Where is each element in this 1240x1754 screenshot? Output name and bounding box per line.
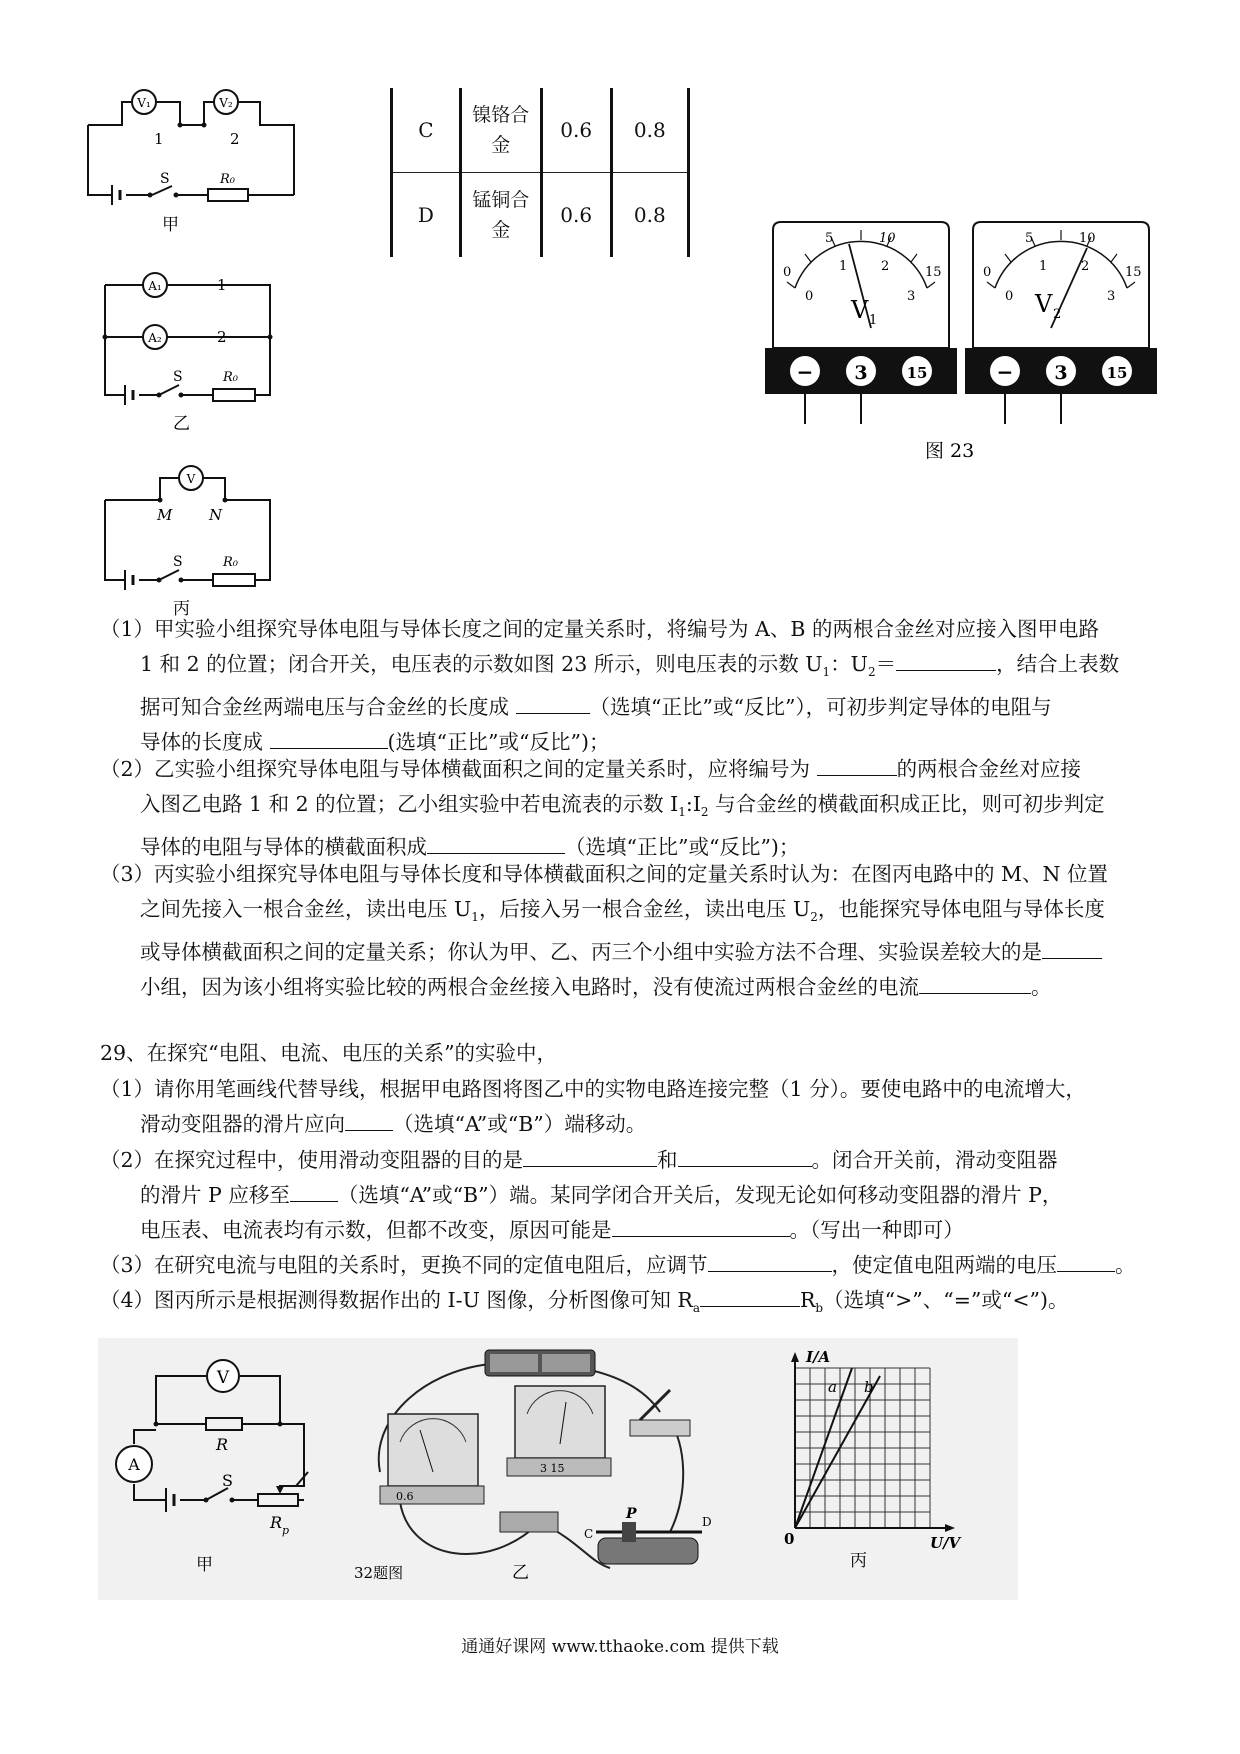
q29-p2-text: 。闭合开关前，滑动变阻器 [811,1148,1058,1172]
answer-blank[interactable] [523,1144,657,1167]
q29-p2-text: （选填“A”或“B”）端。某同学闭合开关后，发现无论如何移动变阻器的滑片 P， [337,1183,1063,1207]
table-row [392,173,689,258]
rheostat-icon [596,1522,702,1564]
table-row [392,88,689,173]
iu-graph-bing [780,1348,980,1588]
answer-blank[interactable] [427,831,565,854]
v1-label: V₁ [137,96,151,110]
q29-p1-text: 滑动变阻器的滑片应向 [140,1112,345,1136]
scale-label: 15 [1125,265,1142,280]
answer-blank[interactable] [516,691,590,714]
q29-p4-text: R [799,1288,816,1312]
table-cell-value: 0.6 [541,173,611,258]
c-label: C [584,1527,594,1541]
scale-label: 0 [1005,289,1014,304]
q29-part3 [100,1248,1160,1283]
table-cell-material: 镍铬合金 [460,88,541,173]
line-b-label: b [864,1378,874,1396]
position-1-label: 1 [154,130,164,148]
voltmeter-range-label: 3 15 [540,1462,565,1475]
scale-label: 10 [1079,231,1096,246]
q28-p1-line1: （1）甲实验小组探究导体电阻与导体长度之间的定量关系时，将编号为 A、B 的两根合金丝对应接入图甲电路 [100,617,1099,641]
q28-p2-text: （选填“正比”或“反比”)； [565,835,800,860]
q28-p3-text: ，也能探究导体电阻与导体长度 [817,897,1105,921]
table-cell-id: D [392,173,461,258]
subscript-b: b [815,1301,824,1316]
d-label: D [702,1515,712,1529]
figure-label-bing: 丙 [173,599,190,618]
scale-label: 0 [805,289,814,304]
circuit-jia-bottom [104,1346,324,1586]
circuit-yi-top [95,265,315,435]
meter-v2-subscript: 2 [1053,307,1062,322]
figure-label-yi: 乙 [173,414,190,434]
v-label: V [186,472,196,486]
q29-p3-text: （3）在研究电流与电阻的关系时，更换不同的定值电阻后，应调节 [100,1253,708,1277]
q28-p3-text: 之间先接入一根合金丝，读出电压 U [140,897,472,921]
footer-credit: 通通好课网 www.tthaoke.com 提供下载 [461,1637,779,1657]
q28-p2-text: 入图乙电路 1 和 2 的位置；乙小组实验中若电流表的示数 I [140,792,679,816]
figure-label-yi-bottom: 乙 [512,1563,529,1583]
m-label: M [157,506,173,524]
q28-p2-text: 与合金丝的横截面积成正比，则可初步判定 [708,792,1105,816]
answer-blank[interactable] [817,753,897,776]
q28-part2: （2）乙实验小组探究导体电阻与导体横截面积之间的定量关系时，应将编号为 的两根合金丝对应接 入图乙电路 1 和 2 的位置；乙小组实验中若电流表的示数 $I_1:I_2$ 与合金丝的横截面积成正比，则可初步判定 导体的电阻与导体的横截面积成 （选填“正比”或“反比”)； [100,752,1160,865]
figure-caption-23: 图 23 [925,440,975,462]
scale-label: 2 [881,259,890,274]
terminal-15-label: 15 [1106,364,1128,382]
table-cell-value: 0.8 [611,88,688,173]
q28-p2-text: :I [685,792,701,816]
circuit-jia-top [80,80,320,245]
origin-label: 0 [784,1530,795,1548]
alloy-table [390,88,690,257]
q29-p2-text: （2）在探究过程中，使用滑动变阻器的目的是 [100,1148,524,1172]
position-2-label: 2 [217,328,227,346]
answer-blank[interactable] [1042,936,1102,959]
terminal-3-label: 3 [1054,362,1068,384]
figure-label-bing-bottom: 丙 [850,1551,867,1571]
r-label: R [216,1435,229,1454]
answer-blank[interactable] [896,648,996,671]
q28-p1-text: (选填“正比”或“反比”)； [387,730,610,755]
scale-label: 5 [825,231,834,246]
v-label: V [216,1368,230,1388]
switch-label: S [160,171,170,187]
scale-label: 3 [1107,289,1116,304]
q29-p1-text: （选填“A”或“B”）端移动。 [393,1112,647,1136]
answer-blank[interactable] [612,1214,790,1237]
q29-p4-text: （选填“>”、“=”或“<”)。 [823,1288,1069,1312]
physical-circuit-yi [340,1342,720,1592]
answer-blank[interactable] [678,1144,812,1167]
scale-label: 3 [907,289,916,304]
voltmeter-dials-figure [765,218,1165,463]
q28-p1-text: ，结合上表数 [996,652,1120,676]
v2-label: V₂ [219,96,233,110]
s-label: S [222,1471,233,1490]
meter-v1-subscript: 1 [869,313,878,328]
meter-v2-label: V [1035,290,1053,318]
scale-label: 1 [1039,259,1048,274]
ammeter-range-label: 0.6 [396,1490,414,1503]
switch-label: S [173,369,183,385]
answer-blank[interactable] [345,1108,393,1131]
line-a-label: a [828,1378,837,1396]
p-label: P [626,1506,637,1522]
q29-part2 [100,1143,1160,1248]
answer-blank[interactable] [290,1179,338,1202]
table-cell-id: C [392,88,461,173]
resistor-label: R₀ [220,172,235,187]
q28-p3-text: 。 [1031,975,1052,1000]
q28-p3-text: 或导体横截面积之间的定量关系；你认为甲、乙、丙三个小组中实验方法不合理、实验误差较大的是 [140,940,1042,965]
q29-p2-text: 。（写出一种即可） [789,1218,964,1242]
x-axis-label: U/V [930,1534,961,1552]
scale-label: 15 [925,265,942,280]
position-1-label: 1 [217,276,227,294]
table-cell-value: 0.6 [541,88,611,173]
q29-part1 [100,1072,1160,1142]
q29-title: 29、在探究“电阻、电流、电压的关系”的实验中， [100,1041,558,1065]
scale-label: 0 [783,265,792,280]
q29-p2-text: 的滑片 P 应移至 [140,1183,290,1207]
q28-p1-text: （选填“正比”或“反比”），可初步判定导体的电阻与 [589,695,1052,720]
switch-label: S [173,554,183,570]
q28-p1-text: 据可知合金丝两端电压与合金丝的长度成 [140,695,516,720]
q28-p3-text: ，后接入另一根合金丝，读出电压 U [478,897,811,921]
scale-label: 0 [983,265,992,280]
line-b [795,1376,880,1528]
q29-part4 [100,1283,1160,1326]
circuit-bing-top [95,458,315,618]
answer-blank[interactable] [700,1284,800,1307]
table-cell-material: 锰铜合金 [460,173,541,258]
answer-blank[interactable] [1057,1249,1115,1272]
q29-p2-text: 和 [657,1148,678,1172]
figure-label-jia-bottom: 甲 [196,1555,213,1575]
voltmeter-v2-dial [965,222,1157,424]
q29-p3-text: ，使定值电阻两端的电压 [831,1253,1058,1277]
q28-p2-text: （2）乙实验小组探究导体电阻与导体横截面积之间的定量关系时，应将编号为 [100,757,817,781]
subscript-a: a [692,1301,700,1316]
resistor-label: R₀ [223,370,238,385]
scale-label: 1 [839,259,848,274]
q28-p3-text: 小组，因为该小组将实验比较的两根合金丝接入电路时，没有使流过两根合金丝的电流 [140,975,919,1000]
switch-icon [630,1390,690,1436]
figure-caption-32: 32题图 [354,1564,404,1582]
scale-label: 2 [1081,259,1090,274]
answer-blank[interactable] [270,726,388,749]
scale-label: 10 [879,231,896,246]
rp-subscript: p [282,1524,290,1537]
terminal-3-label: 3 [854,362,868,384]
q29-p1-text: （1）请你用笔画线代替导线，根据甲电路图将图乙中的实物电路连接完整（1 分）。要使电路中的电流增大， [100,1077,1086,1101]
terminal-minus-label: − [996,360,1014,384]
q28-p1-text: 导体的长度成 [140,730,270,755]
q29-p3-text: 。 [1115,1253,1136,1277]
q28-part3: （3）丙实验小组探究导体电阻与导体长度和导体横截面积之间的定量关系时认为：在图丙电路中的 M、N 位置 之间先接入一根合金丝，读出电压 $U_1$，后接入另一根合金丝，读出电压 $U_2$，也能探究导体电阻与导体长度 或导体横截面积之间的定量关系；你认为甲、乙、丙三个小组中实验方法不合理、实验误差较大的是 小组，因为该小组将实验比较的两根合金丝接入电路时，没有使流过两根合金丝的电流 。 [100,862,1109,1000]
n-label: N [209,506,223,524]
table-cell-value: 0.8 [611,173,688,258]
q28-p1-text: ＝ [875,652,897,676]
a2-label: A₂ [148,331,162,345]
a-label: A [128,1455,140,1474]
figure-label-jia: 甲 [162,215,179,235]
terminal-15-label: 15 [906,364,928,382]
position-2-label: 2 [230,130,240,148]
q29-p4-text: （4）图丙所示是根据测得数据作出的 I-U 图像，分析图像可知 R [100,1288,693,1312]
resistor-icon [500,1512,558,1532]
answer-blank[interactable] [919,971,1031,994]
resistor-label: R₀ [223,555,238,570]
scale-label: 5 [1025,231,1034,246]
y-axis-label: I/A [806,1348,831,1366]
q28-p1-text: ：U [830,652,868,676]
terminal-minus-label: − [796,360,814,384]
rp-label: R [270,1513,283,1532]
q28-p3-text: （3）丙实验小组探究导体电阻与导体长度和导体横截面积之间的定量关系时认为：在图丙电路中的 M、N 位置 [100,862,1109,886]
q28-p1-text: 1 和 2 的位置；闭合开关，电压表的示数如图 23 所示，则电压表的示数 U [140,652,823,676]
q28-p2-text: 的两根合金丝对应接 [896,757,1082,781]
q28-p2-text: 导体的电阻与导体的横截面积成 [140,835,427,860]
a1-label: A₁ [148,279,162,293]
answer-blank[interactable] [708,1249,832,1272]
voltmeter-v1-dial [765,222,957,424]
q29-p2-text: 电压表、电流表均有示数，但都不改变，原因可能是 [140,1218,612,1242]
meter-v1-label: V [851,296,869,324]
q28-part1: （1）甲实验小组探究导体电阻与导体长度之间的定量关系时，将编号为 A、B 的两根合金丝对应接入图甲电路 1 和 2 的位置；闭合开关，电压表的示数如图 23 所示，则电压表的示数 $U_1$：$U_2=$ ，结合上表数 据可知合金丝两端电压与合金丝的长度成 （选填“正比”或“反比”），可初步判定导体的电阻与 导体的长度成 (选填“正比”或“反比”)； [100,617,1120,755]
